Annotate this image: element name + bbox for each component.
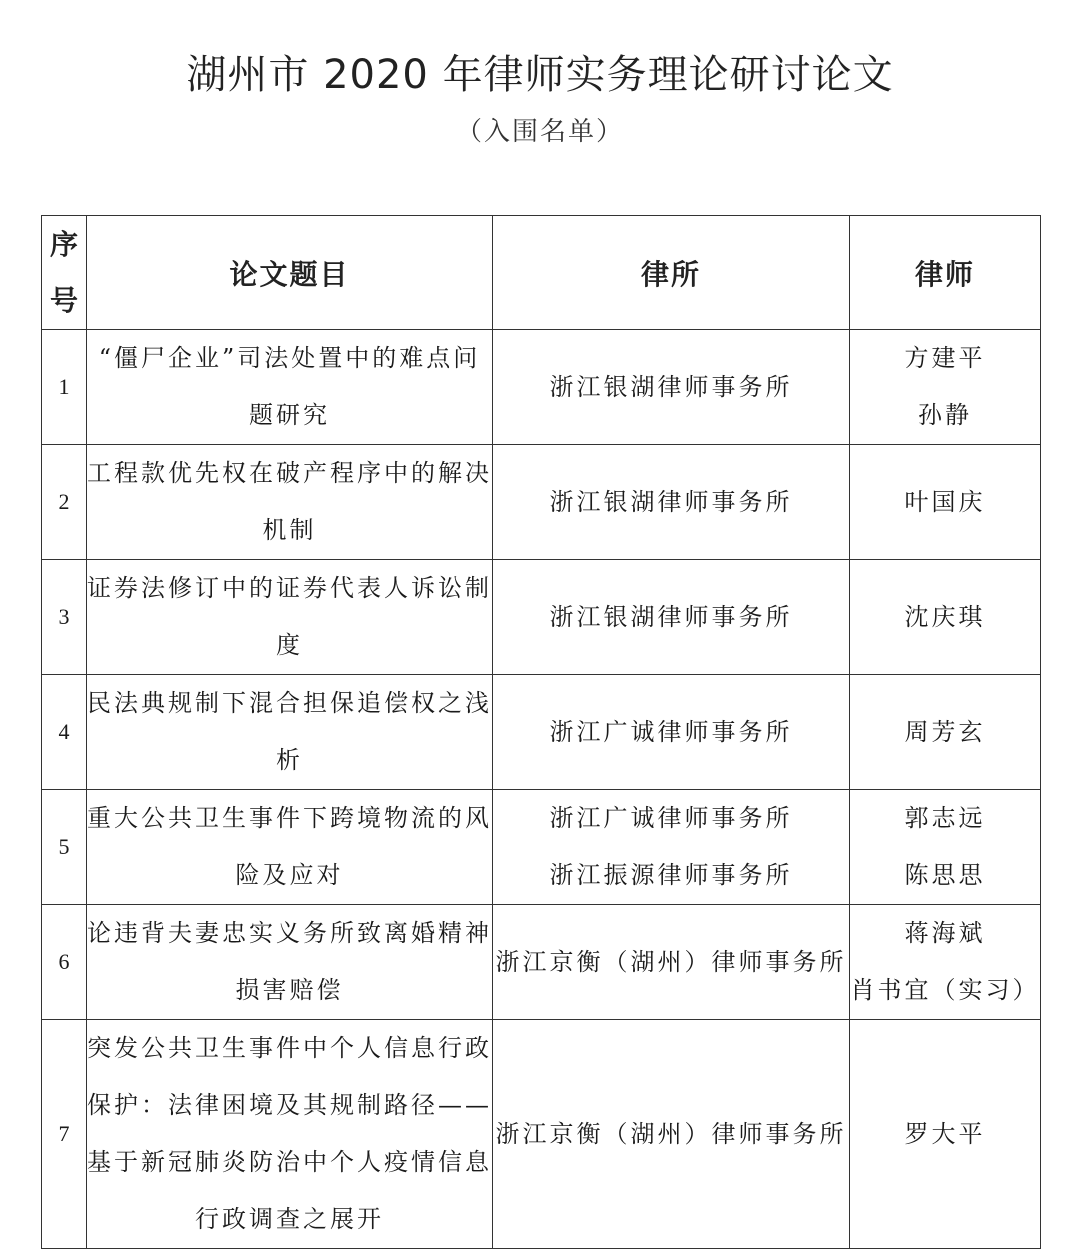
lawyer-name-line: 郭志远 xyxy=(904,804,986,832)
row-seq: 3 xyxy=(42,560,87,675)
lawyer-name-line: 叶国庆 xyxy=(904,487,986,516)
row-law-firm xyxy=(493,675,850,790)
paper-title-line: 工程款优先权在破产程序中的解决 xyxy=(87,459,492,487)
paper-title-line: “僵尸企业”司法处置中的难点问 xyxy=(98,344,481,372)
paper-title-line: 重大公共卫生事件下跨境物流的风 xyxy=(87,804,492,832)
paper-title-line: 题研究 xyxy=(249,401,330,429)
row-seq: 2 xyxy=(42,445,87,560)
paper-title-line: 证券法修订中的证券代表人诉讼制 xyxy=(87,574,492,602)
lawyer-name-line: 蒋海斌 xyxy=(904,919,986,947)
table-row xyxy=(42,560,1041,675)
row-seq: 7 xyxy=(42,1020,87,1249)
header-seq-char-2: 号 xyxy=(49,283,78,317)
row-lawyer xyxy=(850,560,1041,675)
table-row xyxy=(42,905,1041,1020)
paper-title-line: 保护：法律困境及其规制路径—— xyxy=(87,1091,492,1119)
row-paper-title xyxy=(87,675,493,790)
lawyer-name-line: 肖书宜（实习） xyxy=(850,976,1040,1004)
law-firm-line: 浙江广诚律师事务所 xyxy=(549,804,793,832)
row-law-firm xyxy=(493,790,850,905)
lawyer-name-line: 孙静 xyxy=(918,401,972,429)
table-header-row xyxy=(42,216,1041,330)
paper-title-line: 突发公共卫生事件中个人信息行政 xyxy=(87,1034,492,1062)
row-seq: 6 xyxy=(42,905,87,1020)
row-law-firm xyxy=(493,905,850,1020)
shortlist-table xyxy=(41,215,1041,1249)
lawyer-name-line: 沈庆琪 xyxy=(904,602,986,631)
row-paper-title xyxy=(87,905,493,1020)
row-law-firm xyxy=(493,330,850,445)
row-lawyer xyxy=(850,445,1041,560)
law-firm-line: 浙江京衡（湖州）律师事务所 xyxy=(495,1119,847,1148)
header-seq-char-1: 序 xyxy=(49,227,78,261)
row-lawyer xyxy=(850,330,1041,445)
law-firm-line: 浙江银湖律师事务所 xyxy=(549,602,793,631)
row-law-firm xyxy=(493,445,850,560)
paper-title-line: 损害赔偿 xyxy=(235,976,344,1004)
lawyer-name-line: 周芳玄 xyxy=(904,717,986,746)
table-row xyxy=(42,790,1041,905)
header-seq xyxy=(42,216,87,330)
row-paper-title xyxy=(87,790,493,905)
paper-title-line: 论违背夫妻忠实义务所致离婚精神 xyxy=(87,919,492,947)
row-seq: 1 xyxy=(42,330,87,445)
row-paper-title xyxy=(87,445,493,560)
law-firm-line: 浙江京衡（湖州）律师事务所 xyxy=(495,947,847,976)
law-firm-line: 浙江广诚律师事务所 xyxy=(549,717,793,746)
lawyer-name-line: 陈思思 xyxy=(904,861,986,889)
paper-title-line: 析 xyxy=(276,746,303,774)
paper-title-line: 基于新冠肺炎防治中个人疫情信息 xyxy=(87,1148,492,1176)
row-law-firm xyxy=(493,1020,850,1249)
document-title: 湖州市 2020 年律师实务理论研讨论文 xyxy=(186,52,894,98)
lawyer-name-line: 罗大平 xyxy=(904,1119,986,1148)
table-row xyxy=(42,445,1041,560)
paper-title-line: 民法典规制下混合担保追偿权之浅 xyxy=(87,689,492,717)
law-firm-line: 浙江振源律师事务所 xyxy=(549,861,793,889)
table-row xyxy=(42,330,1041,445)
row-paper-title xyxy=(87,330,493,445)
table-row xyxy=(42,675,1041,790)
row-lawyer xyxy=(850,675,1041,790)
paper-title-line: 行政调查之展开 xyxy=(195,1205,384,1233)
paper-title-line: 机制 xyxy=(262,516,317,544)
law-firm-line: 浙江银湖律师事务所 xyxy=(549,372,793,401)
header-title: 论文题目 xyxy=(87,216,493,330)
table-row xyxy=(42,1020,1041,1249)
row-paper-title xyxy=(87,560,493,675)
row-lawyer xyxy=(850,905,1041,1020)
paper-title-line: 度 xyxy=(276,631,303,659)
row-lawyer xyxy=(850,790,1041,905)
paper-title-line: 险及应对 xyxy=(235,861,344,889)
row-seq: 5 xyxy=(42,790,87,905)
row-lawyer xyxy=(850,1020,1041,1249)
header-lawyer: 律师 xyxy=(850,216,1041,330)
law-firm-line: 浙江银湖律师事务所 xyxy=(549,487,793,516)
row-law-firm xyxy=(493,560,850,675)
row-seq: 4 xyxy=(42,675,87,790)
header-firm: 律所 xyxy=(493,216,850,330)
document-subtitle: （入围名单） xyxy=(455,117,624,147)
table-body xyxy=(42,330,1041,1249)
row-paper-title xyxy=(87,1020,493,1249)
lawyer-name-line: 方建平 xyxy=(904,344,986,372)
